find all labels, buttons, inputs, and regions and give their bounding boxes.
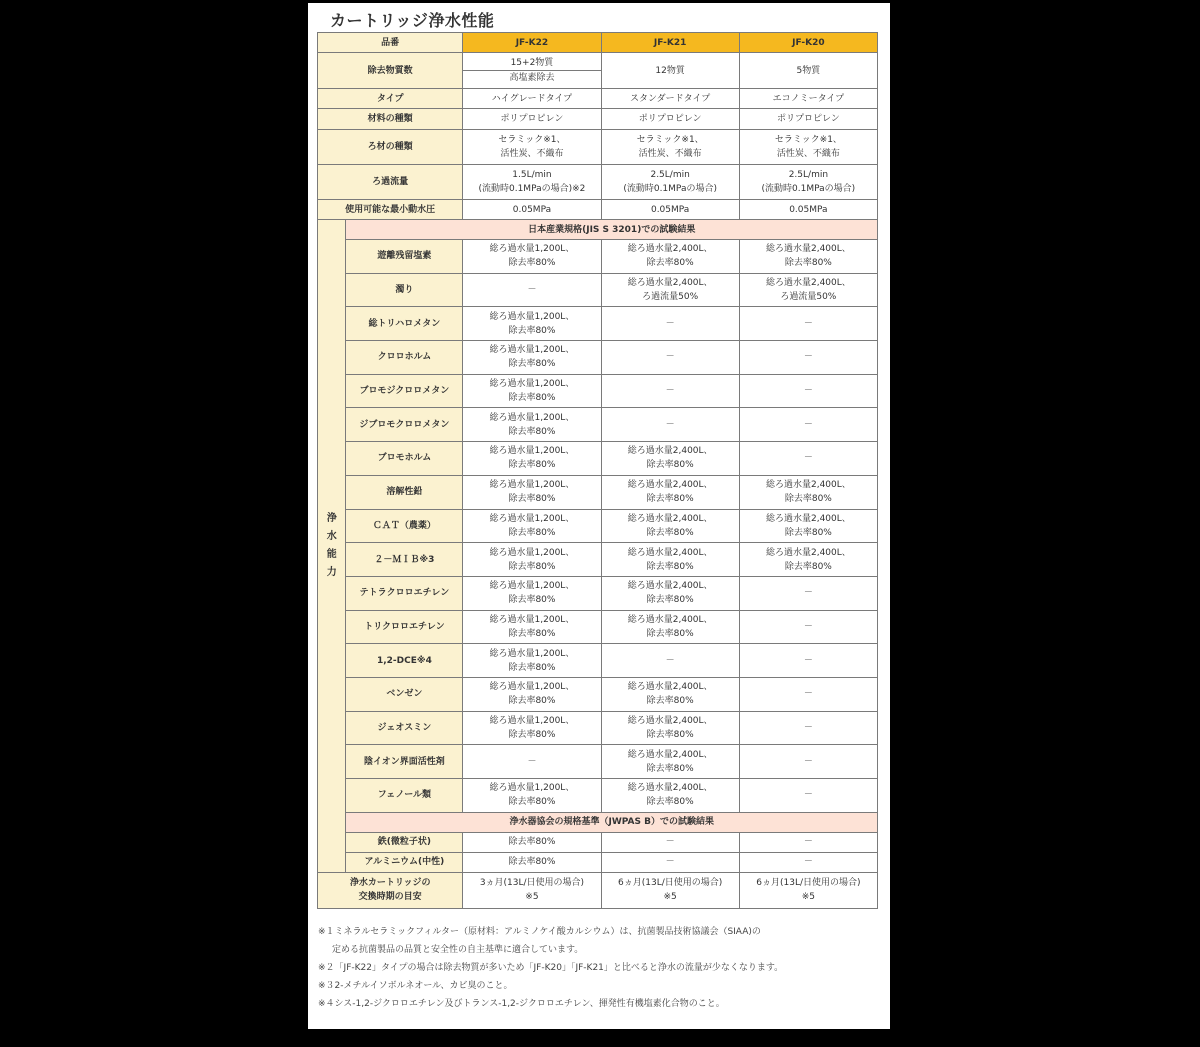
side-label: 浄水能力 xyxy=(318,220,346,873)
row-label: 除去物質数 xyxy=(318,53,463,89)
spec-sheet xyxy=(308,3,890,1029)
filter-value-line: セラミック※1、 xyxy=(636,135,704,145)
type-value: エコノミータイプ xyxy=(739,89,877,109)
model-header: JF-K22 xyxy=(463,33,601,53)
row-label: 陰イオン界面活性剤 xyxy=(346,745,463,779)
table-row xyxy=(318,711,878,745)
table-row xyxy=(318,341,878,375)
table-row xyxy=(318,576,878,610)
table-row xyxy=(318,408,878,442)
jis-value-line: 総ろ過水量2,400L、 xyxy=(627,783,713,794)
flow-value-line: (流動時0.1MPaの場合) xyxy=(761,184,856,194)
table-row xyxy=(318,812,878,832)
row-label: 濁り xyxy=(346,273,463,307)
jis-value-line: 総ろ過水量1,200L、 xyxy=(489,244,575,255)
row-label: アルミニウム(中性) xyxy=(346,852,463,872)
jis-value xyxy=(463,240,601,274)
jis-value: － xyxy=(463,273,601,307)
filter-value-line: 活性炭、不織布 xyxy=(776,149,840,159)
pressure-value: 0.05MPa xyxy=(739,200,877,220)
jis-value-line: 総ろ過水量1,200L、 xyxy=(489,648,575,659)
jis-value-line: 総ろ過水量1,200L、 xyxy=(489,682,575,693)
type-value: ハイグレードタイプ xyxy=(463,89,601,109)
jis-value-line: 総ろ過水量2,400L、 xyxy=(627,715,713,726)
jis-value: － xyxy=(601,307,739,341)
replace-label xyxy=(318,872,463,908)
section-header-jwpas: 浄水器協会の規格基準（JWPAS B）での試験結果 xyxy=(346,812,878,832)
jis-value-line: 除去率80% xyxy=(508,460,556,471)
replace-value-line: ※5 xyxy=(663,892,677,903)
table-row xyxy=(318,677,878,711)
removal-k22 xyxy=(463,53,601,89)
jwpas-value: 除去率80% xyxy=(463,832,601,852)
jis-value-line: 総ろ過水量1,200L、 xyxy=(489,614,575,625)
jis-value xyxy=(739,475,877,509)
row-label: 材料の種類 xyxy=(318,109,463,130)
jis-value xyxy=(463,711,601,745)
jis-value-line: 総ろ過水量2,400L、 xyxy=(627,446,713,457)
jis-value xyxy=(739,273,877,307)
row-label: 溶解性鉛 xyxy=(346,475,463,509)
jis-value-line: 除去率80% xyxy=(508,393,556,404)
jis-value-line: 除去率80% xyxy=(646,494,694,505)
jis-value: － xyxy=(739,610,877,644)
row-label: 1,2-DCE※4 xyxy=(346,644,463,678)
header-label: 品番 xyxy=(318,33,463,53)
replace-label-line: 交換時期の目安 xyxy=(358,892,422,903)
jis-value-line: 除去率80% xyxy=(646,561,694,572)
jis-value xyxy=(601,745,739,779)
jis-value-line: 除去率80% xyxy=(508,595,556,606)
removal-k21: 12物質 xyxy=(601,53,739,89)
flow-value-line: 2.5L/min xyxy=(650,170,690,180)
jis-value xyxy=(601,475,739,509)
jis-value xyxy=(739,543,877,577)
table-row xyxy=(318,543,878,577)
jis-value-line: 除去率80% xyxy=(646,696,694,707)
table-row xyxy=(318,832,878,852)
jis-value xyxy=(739,240,877,274)
jis-value-line: 除去率80% xyxy=(508,729,556,740)
jis-value xyxy=(601,610,739,644)
footnote: 定める抗菌製品の品質と安全性の自主基準に適合しています。 xyxy=(332,945,584,955)
jis-value: － xyxy=(739,341,877,375)
table-row xyxy=(318,745,878,779)
type-value: スタンダードタイプ xyxy=(601,89,739,109)
filter-value xyxy=(601,130,739,165)
pressure-value: 0.05MPa xyxy=(601,200,739,220)
replace-value-line: 6ヵ月(13L/日使用の場合) xyxy=(756,878,861,889)
table-row xyxy=(318,644,878,678)
row-label: 遊離残留塩素 xyxy=(346,240,463,274)
jis-value-line: 総ろ過水量2,400L、 xyxy=(765,547,851,558)
jis-value: － xyxy=(739,779,877,813)
jis-value: － xyxy=(739,677,877,711)
row-label: 使用可能な最小動水圧 xyxy=(318,200,463,220)
table-row xyxy=(318,200,878,220)
table-row xyxy=(318,307,878,341)
row-label: ブロモジクロロメタン xyxy=(346,374,463,408)
jis-value-line: 除去率80% xyxy=(784,527,832,538)
jis-value-line: 総ろ過水量1,200L、 xyxy=(489,379,575,390)
filter-value-line: セラミック※1、 xyxy=(498,135,566,145)
jis-value-line: 除去率80% xyxy=(508,797,556,808)
jis-value-line: 除去率80% xyxy=(508,426,556,437)
table-row xyxy=(318,610,878,644)
row-label: タイプ xyxy=(318,89,463,109)
jis-value xyxy=(601,240,739,274)
jis-value xyxy=(601,677,739,711)
replace-label-line: 浄水カートリッジの xyxy=(349,878,431,889)
jis-value: － xyxy=(601,341,739,375)
jis-value xyxy=(463,307,601,341)
jis-value-line: 総ろ過水量2,400L、 xyxy=(627,581,713,592)
filter-value-line: 活性炭、不織布 xyxy=(638,149,702,159)
jis-value: － xyxy=(463,745,601,779)
page-title: カートリッジ浄水性能 xyxy=(330,11,495,30)
row-label: フェノール類 xyxy=(346,779,463,813)
jis-value-line: 総ろ過水量1,200L、 xyxy=(489,311,575,322)
jis-value-line: 総ろ過水量1,200L、 xyxy=(489,715,575,726)
row-label: ろ過流量 xyxy=(318,165,463,200)
jwpas-value: － xyxy=(739,832,877,852)
row-label: 総トリハロメタン xyxy=(346,307,463,341)
footnote: ※２「JF-K22」タイプの場合は除去物質が多いため「JF-K20」「JF-K21」と比べると浄水の流量が少なくなります。 xyxy=(318,963,784,973)
jis-value-line: 除去率80% xyxy=(508,628,556,639)
spec-table xyxy=(317,32,878,909)
jis-value-line: 除去率80% xyxy=(646,258,694,269)
jis-value-line: 除去率80% xyxy=(508,662,556,673)
jis-value xyxy=(463,779,601,813)
filter-value-line: 活性炭、不織布 xyxy=(500,149,564,159)
footnote: ※３2-メチルイソボルネオール、カビ臭のこと。 xyxy=(318,981,513,991)
footnote: ※４シス-1,2-ジクロロエチレン及びトランス-1,2-ジクロロエチレン、揮発性有機塩素化合物のこと。 xyxy=(318,999,725,1009)
jis-value-line: 総ろ過水量1,200L、 xyxy=(489,446,575,457)
table-row xyxy=(318,89,878,109)
flow-value-line: (流動時0.1MPaの場合) xyxy=(623,184,717,194)
jis-value xyxy=(463,475,601,509)
jis-value: － xyxy=(601,374,739,408)
jis-value: － xyxy=(739,576,877,610)
table-row xyxy=(318,374,878,408)
jis-value-line: 総ろ過水量2,400L、 xyxy=(765,480,851,491)
jis-value: － xyxy=(601,644,739,678)
jis-value-line: 除去率80% xyxy=(646,460,694,471)
flow-value xyxy=(739,165,877,200)
jis-value-line: ろ過流量50% xyxy=(780,292,837,303)
jis-value xyxy=(463,442,601,476)
jis-value-line: 総ろ過水量1,200L、 xyxy=(489,513,575,524)
jis-value: － xyxy=(739,374,877,408)
jis-value xyxy=(601,543,739,577)
flow-value xyxy=(463,165,601,200)
removal-k20: 5物質 xyxy=(739,53,877,89)
pressure-value: 0.05MPa xyxy=(463,200,601,220)
row-label: クロロホルム xyxy=(346,341,463,375)
jis-value: － xyxy=(739,307,877,341)
jis-value xyxy=(463,509,601,543)
jis-value-line: 総ろ過水量2,400L、 xyxy=(627,547,713,558)
table-row xyxy=(318,130,878,165)
material-value: ポリプロピレン xyxy=(739,109,877,130)
flow-value xyxy=(601,165,739,200)
jis-value-line: 除去率80% xyxy=(784,561,832,572)
replace-value xyxy=(601,872,739,908)
jis-value-line: 除去率80% xyxy=(646,527,694,538)
removal-k22-line: 15+2物質 xyxy=(510,58,554,68)
jis-value-line: 除去率80% xyxy=(508,258,556,269)
jis-value: － xyxy=(739,442,877,476)
jis-value xyxy=(739,509,877,543)
jis-value xyxy=(463,408,601,442)
jis-value-line: 総ろ過水量2,400L、 xyxy=(627,480,713,491)
jis-value-line: 除去率80% xyxy=(508,359,556,370)
jis-value-line: 除去率80% xyxy=(508,527,556,538)
jis-value: － xyxy=(739,408,877,442)
row-label: ベンゼン xyxy=(346,677,463,711)
replace-value xyxy=(739,872,877,908)
jis-value xyxy=(601,779,739,813)
table-row xyxy=(318,852,878,872)
jis-value-line: 総ろ過水量2,400L、 xyxy=(627,513,713,524)
jis-value-line: 除去率80% xyxy=(646,797,694,808)
jis-value: － xyxy=(739,644,877,678)
row-label: ２－ＭＩＢ※3 xyxy=(346,543,463,577)
footnotes xyxy=(318,923,888,1013)
jis-value-line: 総ろ過水量2,400L、 xyxy=(765,244,851,255)
jis-value-line: 除去率80% xyxy=(508,696,556,707)
section-header-jis: 日本産業規格(JIS S 3201)での試験結果 xyxy=(346,220,878,240)
model-header: JF-K21 xyxy=(601,33,739,53)
table-row xyxy=(318,240,878,274)
jis-value: － xyxy=(601,408,739,442)
footnote: ※１ミネラルセラミックフィルター（原材料：アルミノケイ酸カルシウム）は、抗菌製品技術協議会（SIAA)の xyxy=(318,927,761,937)
jis-value-line: 総ろ過水量2,400L、 xyxy=(627,749,713,760)
flow-value-line: (流動時0.1MPaの場合)※2 xyxy=(478,184,586,194)
jis-value-line: 総ろ過水量2,400L、 xyxy=(627,244,713,255)
jis-value-line: 総ろ過水量2,400L、 xyxy=(627,614,713,625)
jis-value-line: 総ろ過水量2,400L、 xyxy=(765,278,851,289)
table-row xyxy=(318,53,878,89)
jis-value xyxy=(601,442,739,476)
flow-value-line: 1.5L/min xyxy=(512,170,552,180)
jis-value-line: 除去率80% xyxy=(646,595,694,606)
jis-value: － xyxy=(739,745,877,779)
jwpas-value: － xyxy=(601,852,739,872)
jis-value-line: 除去率80% xyxy=(784,494,832,505)
table-row xyxy=(318,475,878,509)
row-label: ジェオスミン xyxy=(346,711,463,745)
jis-value xyxy=(463,644,601,678)
replace-value xyxy=(463,872,601,908)
row-label: ジブロモクロロメタン xyxy=(346,408,463,442)
jis-value-line: 除去率80% xyxy=(646,763,694,774)
row-label: ろ材の種類 xyxy=(318,130,463,165)
jis-value xyxy=(463,543,601,577)
filter-value-line: セラミック※1、 xyxy=(774,135,842,145)
jis-value xyxy=(463,374,601,408)
jis-value-line: 総ろ過水量1,200L、 xyxy=(489,783,575,794)
jis-value xyxy=(463,677,601,711)
replace-value-line: ※5 xyxy=(525,892,539,903)
jis-value-line: 除去率80% xyxy=(508,325,556,336)
jis-value: － xyxy=(739,711,877,745)
table-row xyxy=(318,273,878,307)
table-row xyxy=(318,220,878,240)
jis-value-line: ろ過流量50% xyxy=(642,292,699,303)
jis-value xyxy=(463,341,601,375)
material-value: ポリプロピレン xyxy=(463,109,601,130)
row-label: 鉄(微粒子状) xyxy=(346,832,463,852)
jwpas-value: － xyxy=(601,832,739,852)
jis-value-line: 総ろ過水量1,200L、 xyxy=(489,581,575,592)
jis-value-line: 総ろ過水量2,400L、 xyxy=(627,682,713,693)
table-row xyxy=(318,109,878,130)
table-row xyxy=(318,509,878,543)
filter-value xyxy=(739,130,877,165)
jis-value-line: 総ろ過水量1,200L、 xyxy=(489,480,575,491)
table-row xyxy=(318,872,878,908)
jis-value-line: 除去率80% xyxy=(646,729,694,740)
jis-value-line: 総ろ過水量1,200L、 xyxy=(489,547,575,558)
row-label: ＣＡＴ（農薬） xyxy=(346,509,463,543)
jis-value-line: 除去率80% xyxy=(508,561,556,572)
row-label: テトラクロロエチレン xyxy=(346,576,463,610)
flow-value-line: 2.5L/min xyxy=(788,170,829,180)
jis-value-line: 除去率80% xyxy=(784,258,832,269)
jis-value xyxy=(601,273,739,307)
table-row xyxy=(318,442,878,476)
jis-value-line: 総ろ過水量1,200L、 xyxy=(489,345,575,356)
removal-k22-line: 高塩素除去 xyxy=(463,70,600,85)
jis-value-line: 除去率80% xyxy=(646,628,694,639)
jis-value xyxy=(463,610,601,644)
jis-value-line: 総ろ過水量1,200L、 xyxy=(489,412,575,423)
replace-value-line: 3ヵ月(13L/日使用の場合) xyxy=(479,878,585,889)
table-row xyxy=(318,165,878,200)
replace-value-line: ※5 xyxy=(801,892,816,903)
material-value: ポリプロピレン xyxy=(601,109,739,130)
jis-value-line: 総ろ過水量2,400L、 xyxy=(627,278,713,289)
jis-value-line: 除去率80% xyxy=(508,494,556,505)
model-header: JF-K20 xyxy=(739,33,877,53)
jwpas-value: 除去率80% xyxy=(463,852,601,872)
jis-value xyxy=(463,576,601,610)
filter-value xyxy=(463,130,601,165)
jis-value xyxy=(601,509,739,543)
row-label: トリクロロエチレン xyxy=(346,610,463,644)
table-row xyxy=(318,779,878,813)
table-row xyxy=(318,33,878,53)
row-label: ブロモホルム xyxy=(346,442,463,476)
jwpas-value: － xyxy=(739,852,877,872)
jis-value-line: 総ろ過水量2,400L、 xyxy=(765,513,851,524)
jis-value xyxy=(601,711,739,745)
replace-value-line: 6ヵ月(13L/日使用の場合) xyxy=(618,878,723,889)
jis-value xyxy=(601,576,739,610)
